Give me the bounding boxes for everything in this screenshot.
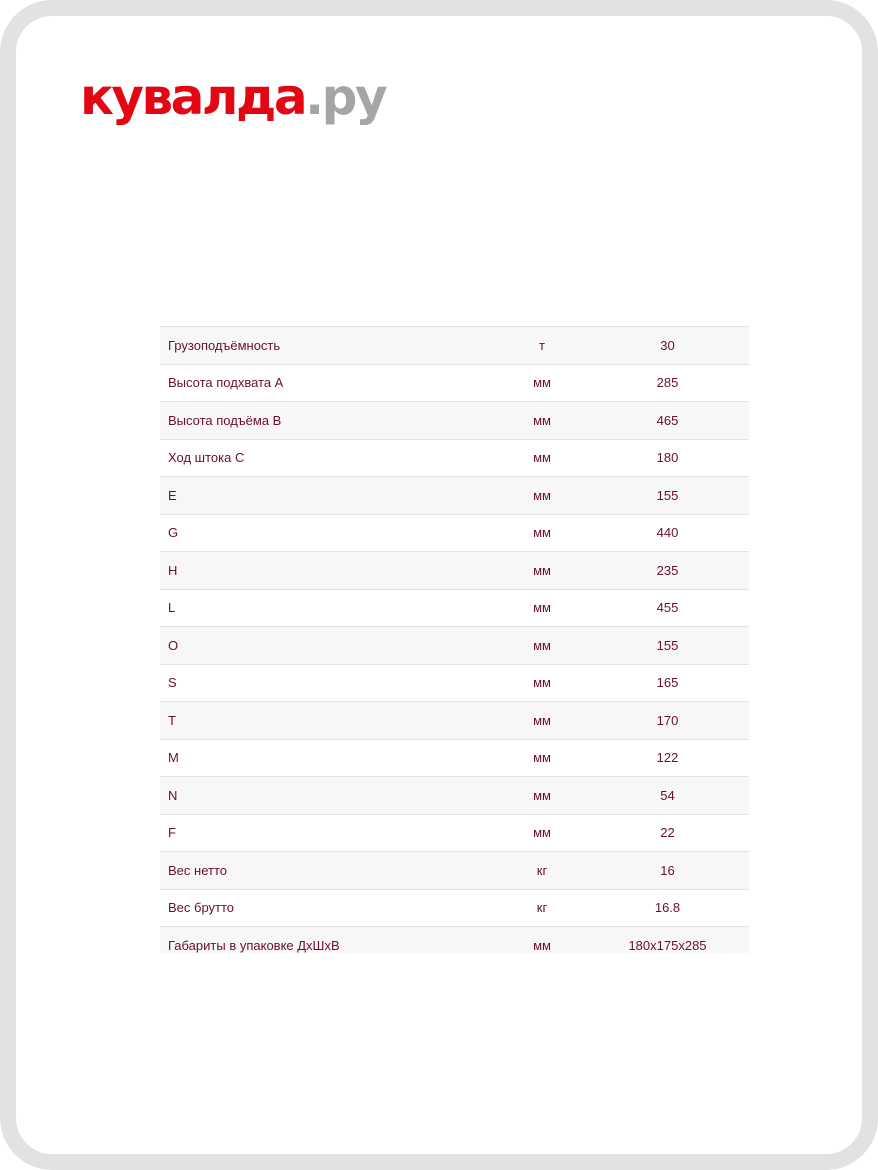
spec-value: 122 [586, 739, 749, 777]
spec-value: 22 [586, 814, 749, 852]
spec-name: N [160, 777, 498, 815]
spec-name: M [160, 739, 498, 777]
spec-row [160, 739, 749, 777]
spec-name: S [160, 664, 498, 702]
spec-value: 440 [586, 514, 749, 552]
spec-name: Вес брутто [160, 889, 498, 927]
spec-unit: кг [498, 852, 586, 890]
spec-value: 285 [586, 364, 749, 402]
spec-value: 465 [586, 402, 749, 440]
spec-unit: мм [498, 402, 586, 440]
spec-row [160, 364, 749, 402]
spec-unit: мм [498, 589, 586, 627]
spec-unit: мм [498, 739, 586, 777]
spec-unit: мм [498, 552, 586, 590]
specifications-section [160, 326, 749, 953]
svg-text:кувалда.ру [80, 68, 387, 126]
spec-row [160, 814, 749, 852]
spec-unit: мм [498, 702, 586, 740]
spec-name: Ход штока C [160, 439, 498, 477]
spec-value: 180x175x285 [586, 927, 749, 954]
spec-unit: мм [498, 777, 586, 815]
spec-name: Высота подхвата A [160, 364, 498, 402]
spec-name: Вес нетто [160, 852, 498, 890]
spec-row [160, 664, 749, 702]
spec-row [160, 552, 749, 590]
spec-row [160, 927, 749, 954]
spec-name: E [160, 477, 498, 515]
brand-name-domain: .ру [305, 68, 386, 126]
spec-name: G [160, 514, 498, 552]
spec-row [160, 702, 749, 740]
specifications-table [160, 326, 749, 953]
spec-value: 165 [586, 664, 749, 702]
spec-name: T [160, 702, 498, 740]
spec-row [160, 327, 749, 365]
spec-row [160, 627, 749, 665]
spec-name: H [160, 552, 498, 590]
spec-row [160, 514, 749, 552]
spec-value: 54 [586, 777, 749, 815]
spec-name: Высота подъёма B [160, 402, 498, 440]
spec-unit: т [498, 327, 586, 365]
spec-row [160, 889, 749, 927]
spec-unit: мм [498, 627, 586, 665]
spec-name: Грузоподъёмность [160, 327, 498, 365]
spec-row [160, 852, 749, 890]
spec-row [160, 439, 749, 477]
brand-logo[interactable] [80, 68, 404, 128]
spec-unit: мм [498, 514, 586, 552]
spec-value: 155 [586, 627, 749, 665]
spec-row [160, 589, 749, 627]
spec-value: 30 [586, 327, 749, 365]
brand-name-main: кувалда [80, 68, 306, 126]
spec-row [160, 777, 749, 815]
spec-unit: мм [498, 814, 586, 852]
spec-value: 170 [586, 702, 749, 740]
spec-value: 235 [586, 552, 749, 590]
spec-name: F [160, 814, 498, 852]
spec-unit: кг [498, 889, 586, 927]
spec-row [160, 402, 749, 440]
spec-row [160, 477, 749, 515]
spec-unit: мм [498, 664, 586, 702]
spec-name: Габариты в упаковке ДхШхВ [160, 927, 498, 954]
spec-unit: мм [498, 477, 586, 515]
spec-value: 16 [586, 852, 749, 890]
spec-value: 155 [586, 477, 749, 515]
spec-unit: мм [498, 364, 586, 402]
spec-name: O [160, 627, 498, 665]
spec-name: L [160, 589, 498, 627]
spec-value: 16.8 [586, 889, 749, 927]
spec-value: 455 [586, 589, 749, 627]
brand-logo-wordmark [80, 68, 404, 128]
spec-unit: мм [498, 927, 586, 954]
specifications-table-body [160, 327, 749, 954]
spec-unit: мм [498, 439, 586, 477]
spec-value: 180 [586, 439, 749, 477]
